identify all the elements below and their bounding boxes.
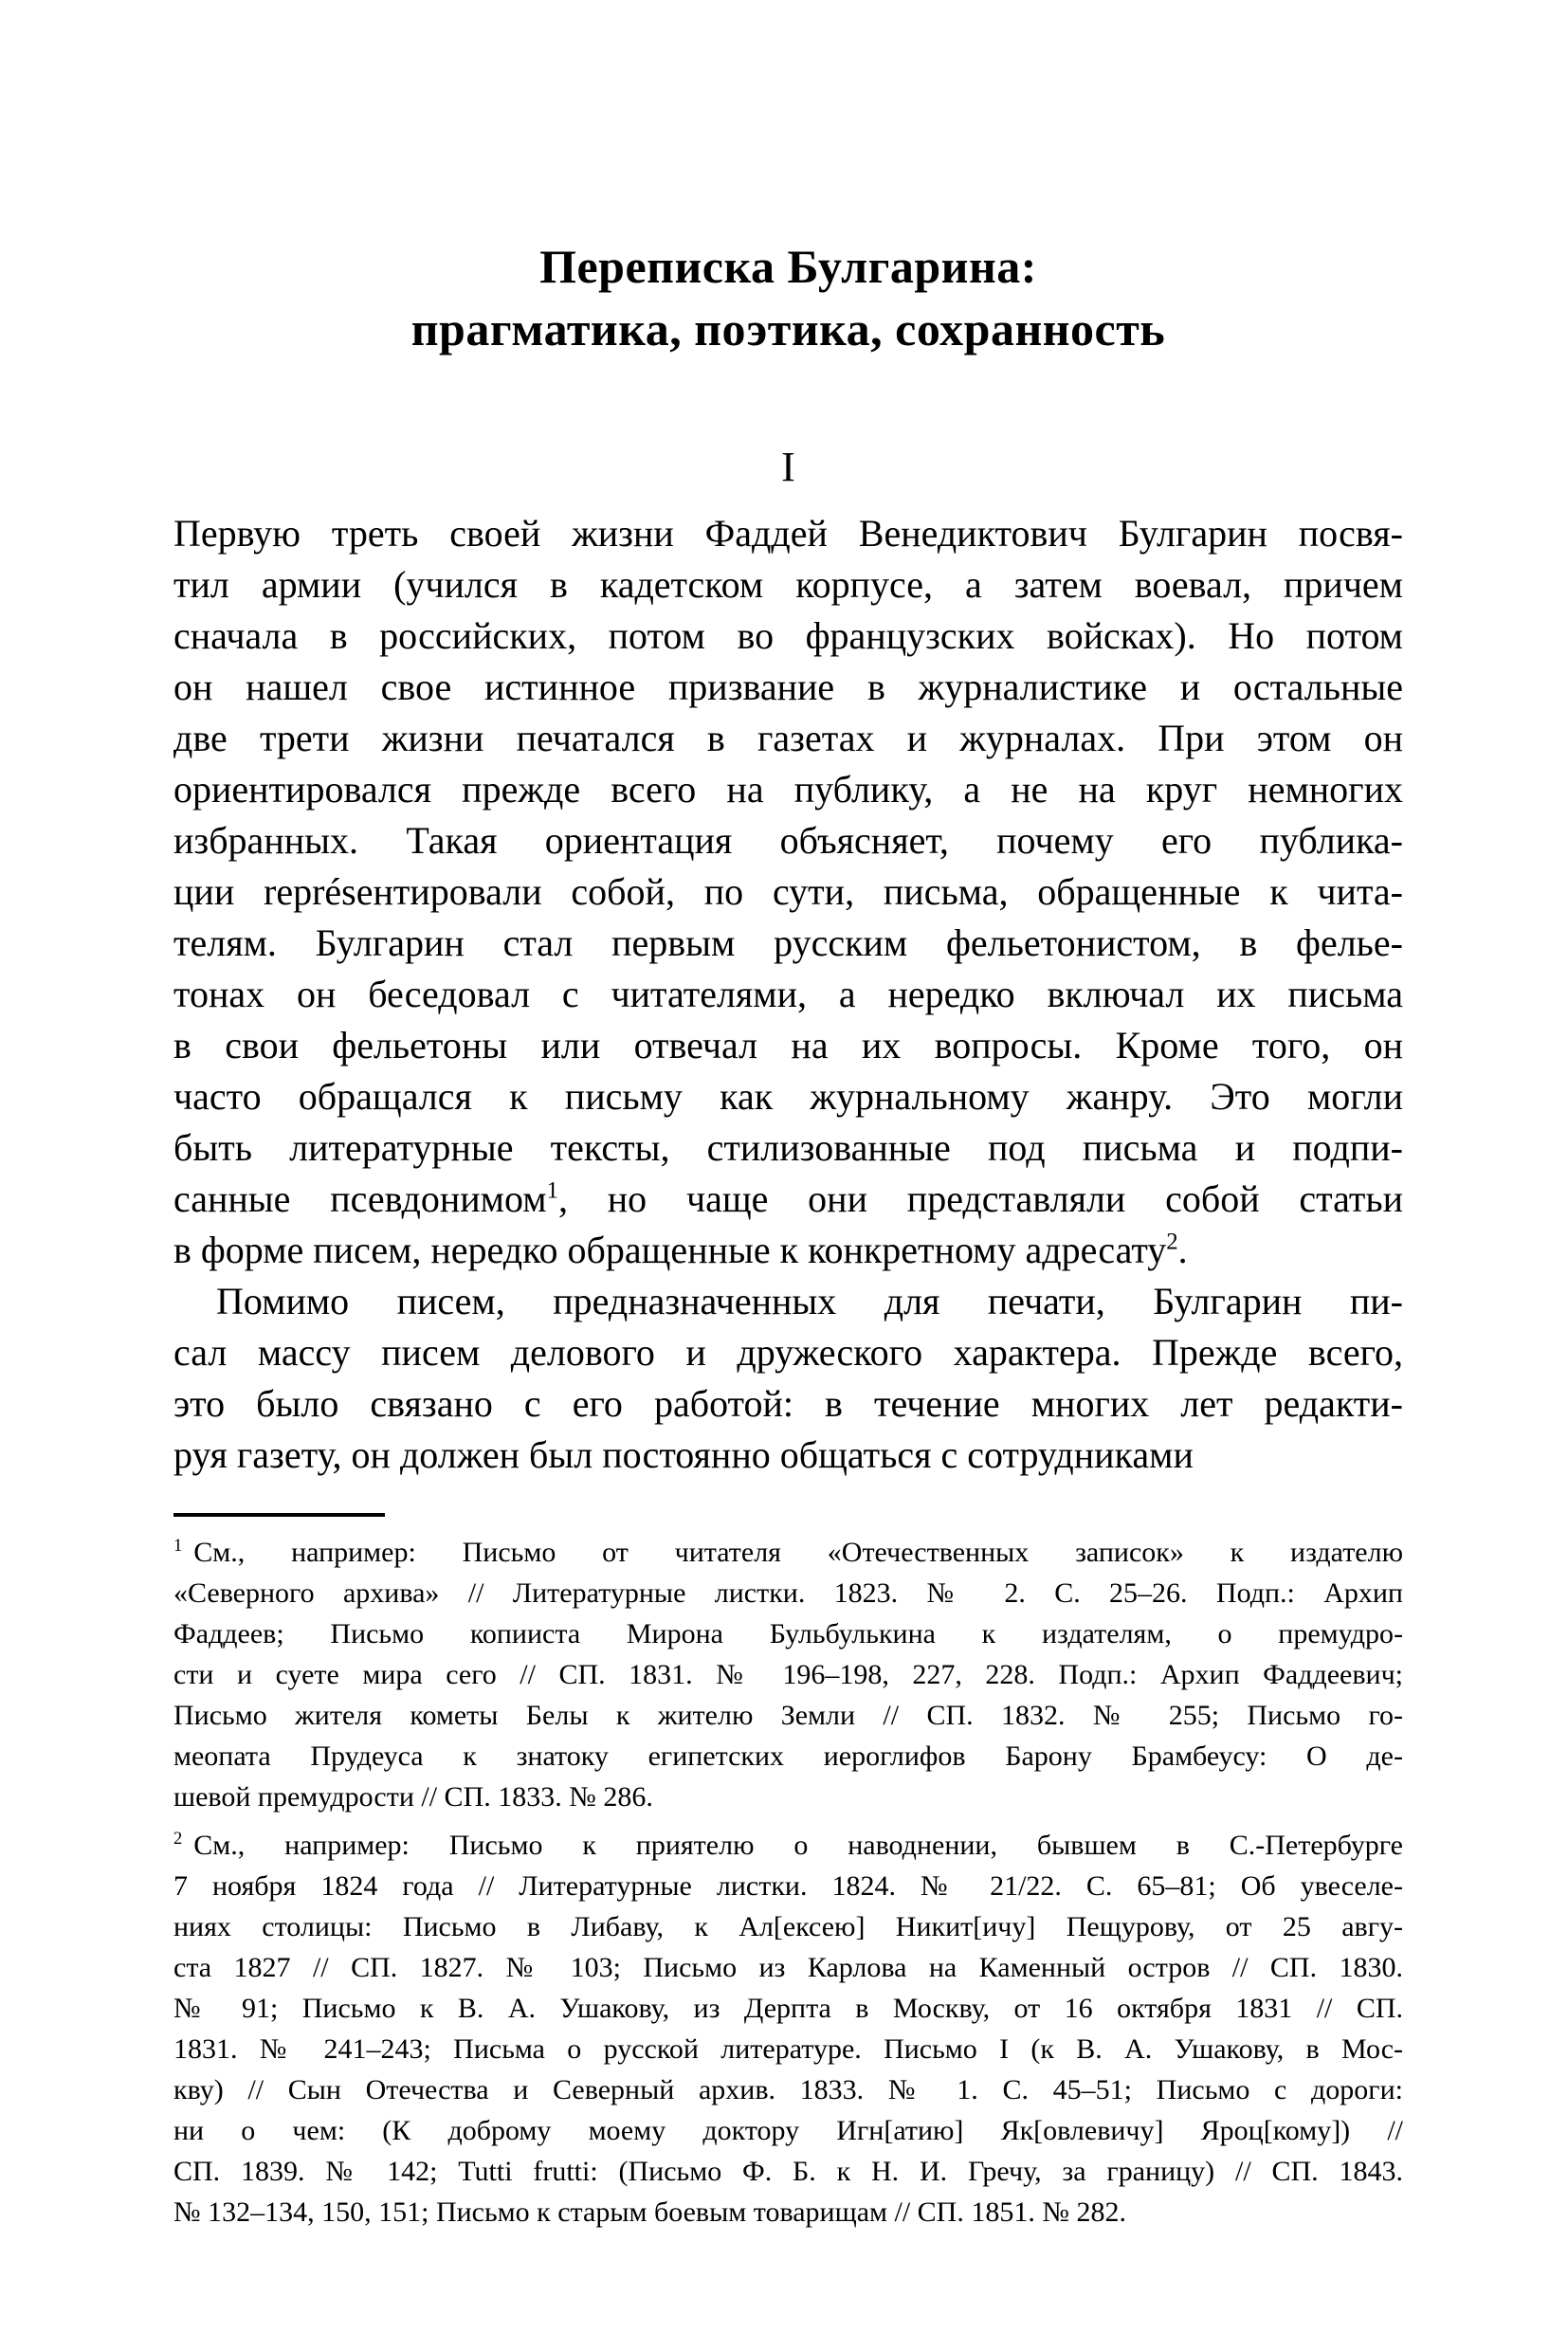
- body-text-line: часто обращался к письму как журнальному жанру. Это могли: [173, 1075, 1403, 1118]
- footnote-line: Фаддеев; Письмо копииста Мирона Бульбулькина к издателям, о премудро-: [173, 1618, 1403, 1649]
- body-text-segment: .: [1177, 1229, 1188, 1271]
- body-text-line: ции représентировали собой, по сути, письма, обращенные к чита-: [173, 870, 1403, 913]
- footnote-first-line: [173, 1825, 1403, 1866]
- body-text-line: сначала в российских, потом во французских войсках). Но потом: [173, 614, 1403, 657]
- paragraph-2: [173, 1276, 1403, 1481]
- footnote-2: [173, 1825, 1403, 2233]
- chapter-title-line-1: Переписка Булгарина:: [539, 240, 1037, 293]
- footnote-line: СП. 1839. № 142; Tutti frutti: (Письмо Ф. Б. к Н. И. Гречу, за границу) // СП. 1843.: [173, 2156, 1403, 2187]
- footnote-line: Письмо жителя кометы Белы к жителю Земли // СП. 1832. № 255; Письмо го-: [173, 1700, 1403, 1731]
- body-text-line: Первую треть своей жизни Фаддей Венедиктович Булгарин посвя-: [173, 512, 1403, 555]
- footnote-1-lines: [173, 1573, 1403, 1817]
- paragraph-1: [173, 508, 1403, 1174]
- footnote-2-lines: [173, 1866, 1403, 2233]
- body-text-line: тил армии (учился в кадетском корпусе, а затем воевал, причем: [173, 563, 1403, 606]
- footnote-line: ни о чем: (К доброму моему доктору Игн[атию] Як[овлевичу] Яроц[кому]) //: [173, 2115, 1403, 2146]
- footnote-ref-2: 2: [1166, 1229, 1178, 1255]
- footnote-separator-rule: [173, 1513, 385, 1517]
- chapter-title: [173, 235, 1403, 360]
- body-text: [173, 508, 1403, 1481]
- footnote-line: сти и суете мира сего // СП. 1831. № 196–198, 227, 228. Подп.: Архип Фаддеевич;: [173, 1659, 1403, 1690]
- text-column: [173, 0, 1403, 2351]
- body-text-line: тонах он беседовал с читателями, а нередко включал их письма: [173, 973, 1403, 1015]
- chapter-title-line-2: прагматика, поэтика, сохранность: [410, 302, 1166, 355]
- footnote-line: меопата Прудеуса к знатоку египетских иероглифов Барону Брамбеусу: О де-: [173, 1740, 1403, 1772]
- body-text-line: в свои фельетоны или отвечал на их вопросы. Кроме того, он: [173, 1024, 1403, 1066]
- body-text-line: ориентировался прежде всего на публику, а не на круг немногих: [173, 768, 1403, 811]
- body-text-segment: в форме писем, нередко обращенные к конкретному адресату: [173, 1229, 1167, 1271]
- footnote-1: [173, 1532, 1403, 1817]
- body-text-line: избранных. Такая ориентация объясняет, почему его публика-: [173, 819, 1403, 862]
- body-text-line: Помимо писем, предназначенных для печати, Булгарин пи-: [216, 1280, 1403, 1322]
- footnote-line: № 132–134, 150, 151; Письмо к старым боевым товарищам // СП. 1851. № 282.: [173, 2196, 1126, 2228]
- footnote-marker-1: 1: [173, 1536, 183, 1556]
- body-text-line-with-footnote-ref: [173, 1225, 1403, 1276]
- body-text-line: он нашел свое истинное призвание в журналистике и остальные: [173, 665, 1403, 708]
- footnotes: [173, 1532, 1403, 2233]
- body-text-line: это было связано с его работой: в течение многих лет редакти-: [173, 1382, 1403, 1425]
- footnote-line: 7 ноября 1824 года // Литературные листки. 1824. № 21/22. С. 65–81; Об увеселе-: [173, 1870, 1403, 1902]
- section-numeral: I: [781, 444, 795, 490]
- footnote-marker-2: 2: [173, 1829, 183, 1849]
- footnote-line: ста 1827 // СП. 1827. № 103; Письмо из Карлова на Каменный остров // СП. 1830.: [173, 1952, 1403, 1983]
- footnote-line: кву) // Сын Отечества и Северный архив. 1833. № 1. С. 45–51; Письмо с дороги:: [173, 2074, 1403, 2105]
- footnote-line: ниях столицы: Письмо в Либаву, к Ал[ексею] Никит[ичу] Пещурову, от 25 авгу-: [173, 1911, 1403, 1942]
- body-text-segment: , но чаще они представляли собой статьи: [557, 1177, 1403, 1220]
- body-text-line: две трети жизни печатался в газетах и журналах. При этом он: [173, 717, 1403, 759]
- footnote-line: «Северного архива» // Литературные листки. 1823. № 2. С. 25–26. Подп.: Архип: [173, 1577, 1403, 1609]
- footnote-text-segment: См., например: Письмо от читателя «Отечественных записок» к издателю: [193, 1537, 1403, 1568]
- footnote-line: 1831. № 241–243; Письма о русской литературе. Письмо I (к В. А. Ушакову, в Мос-: [173, 2033, 1403, 2065]
- footnote-first-line: [173, 1532, 1403, 1573]
- body-text-segment: санные псевдонимом: [173, 1177, 547, 1220]
- body-text-line: телям. Булгарин стал первым русским фельетонистом, в фелье-: [173, 921, 1403, 964]
- footnote-text-segment: См., например: Письмо к приятелю о наводнении, бывшем в С.-Петербурге: [193, 1830, 1403, 1861]
- body-text-line-with-footnote-ref: [173, 1174, 1403, 1225]
- body-text-line: руя газету, он должен был постоянно общаться с сотрудниками: [173, 1433, 1194, 1476]
- footnote-line: № 91; Письмо к В. А. Ушакову, из Дерпта в Москву, от 16 октября 1831 // СП.: [173, 1993, 1403, 2024]
- footnote-ref-1: 1: [546, 1177, 558, 1204]
- footnote-line: шевой премудрости // СП. 1833. № 286.: [173, 1781, 653, 1813]
- body-text-line: быть литературные тексты, стилизованные под письма и подпи-: [173, 1126, 1403, 1169]
- body-text-line: сал массу писем делового и дружеского характера. Прежде всего,: [173, 1331, 1403, 1374]
